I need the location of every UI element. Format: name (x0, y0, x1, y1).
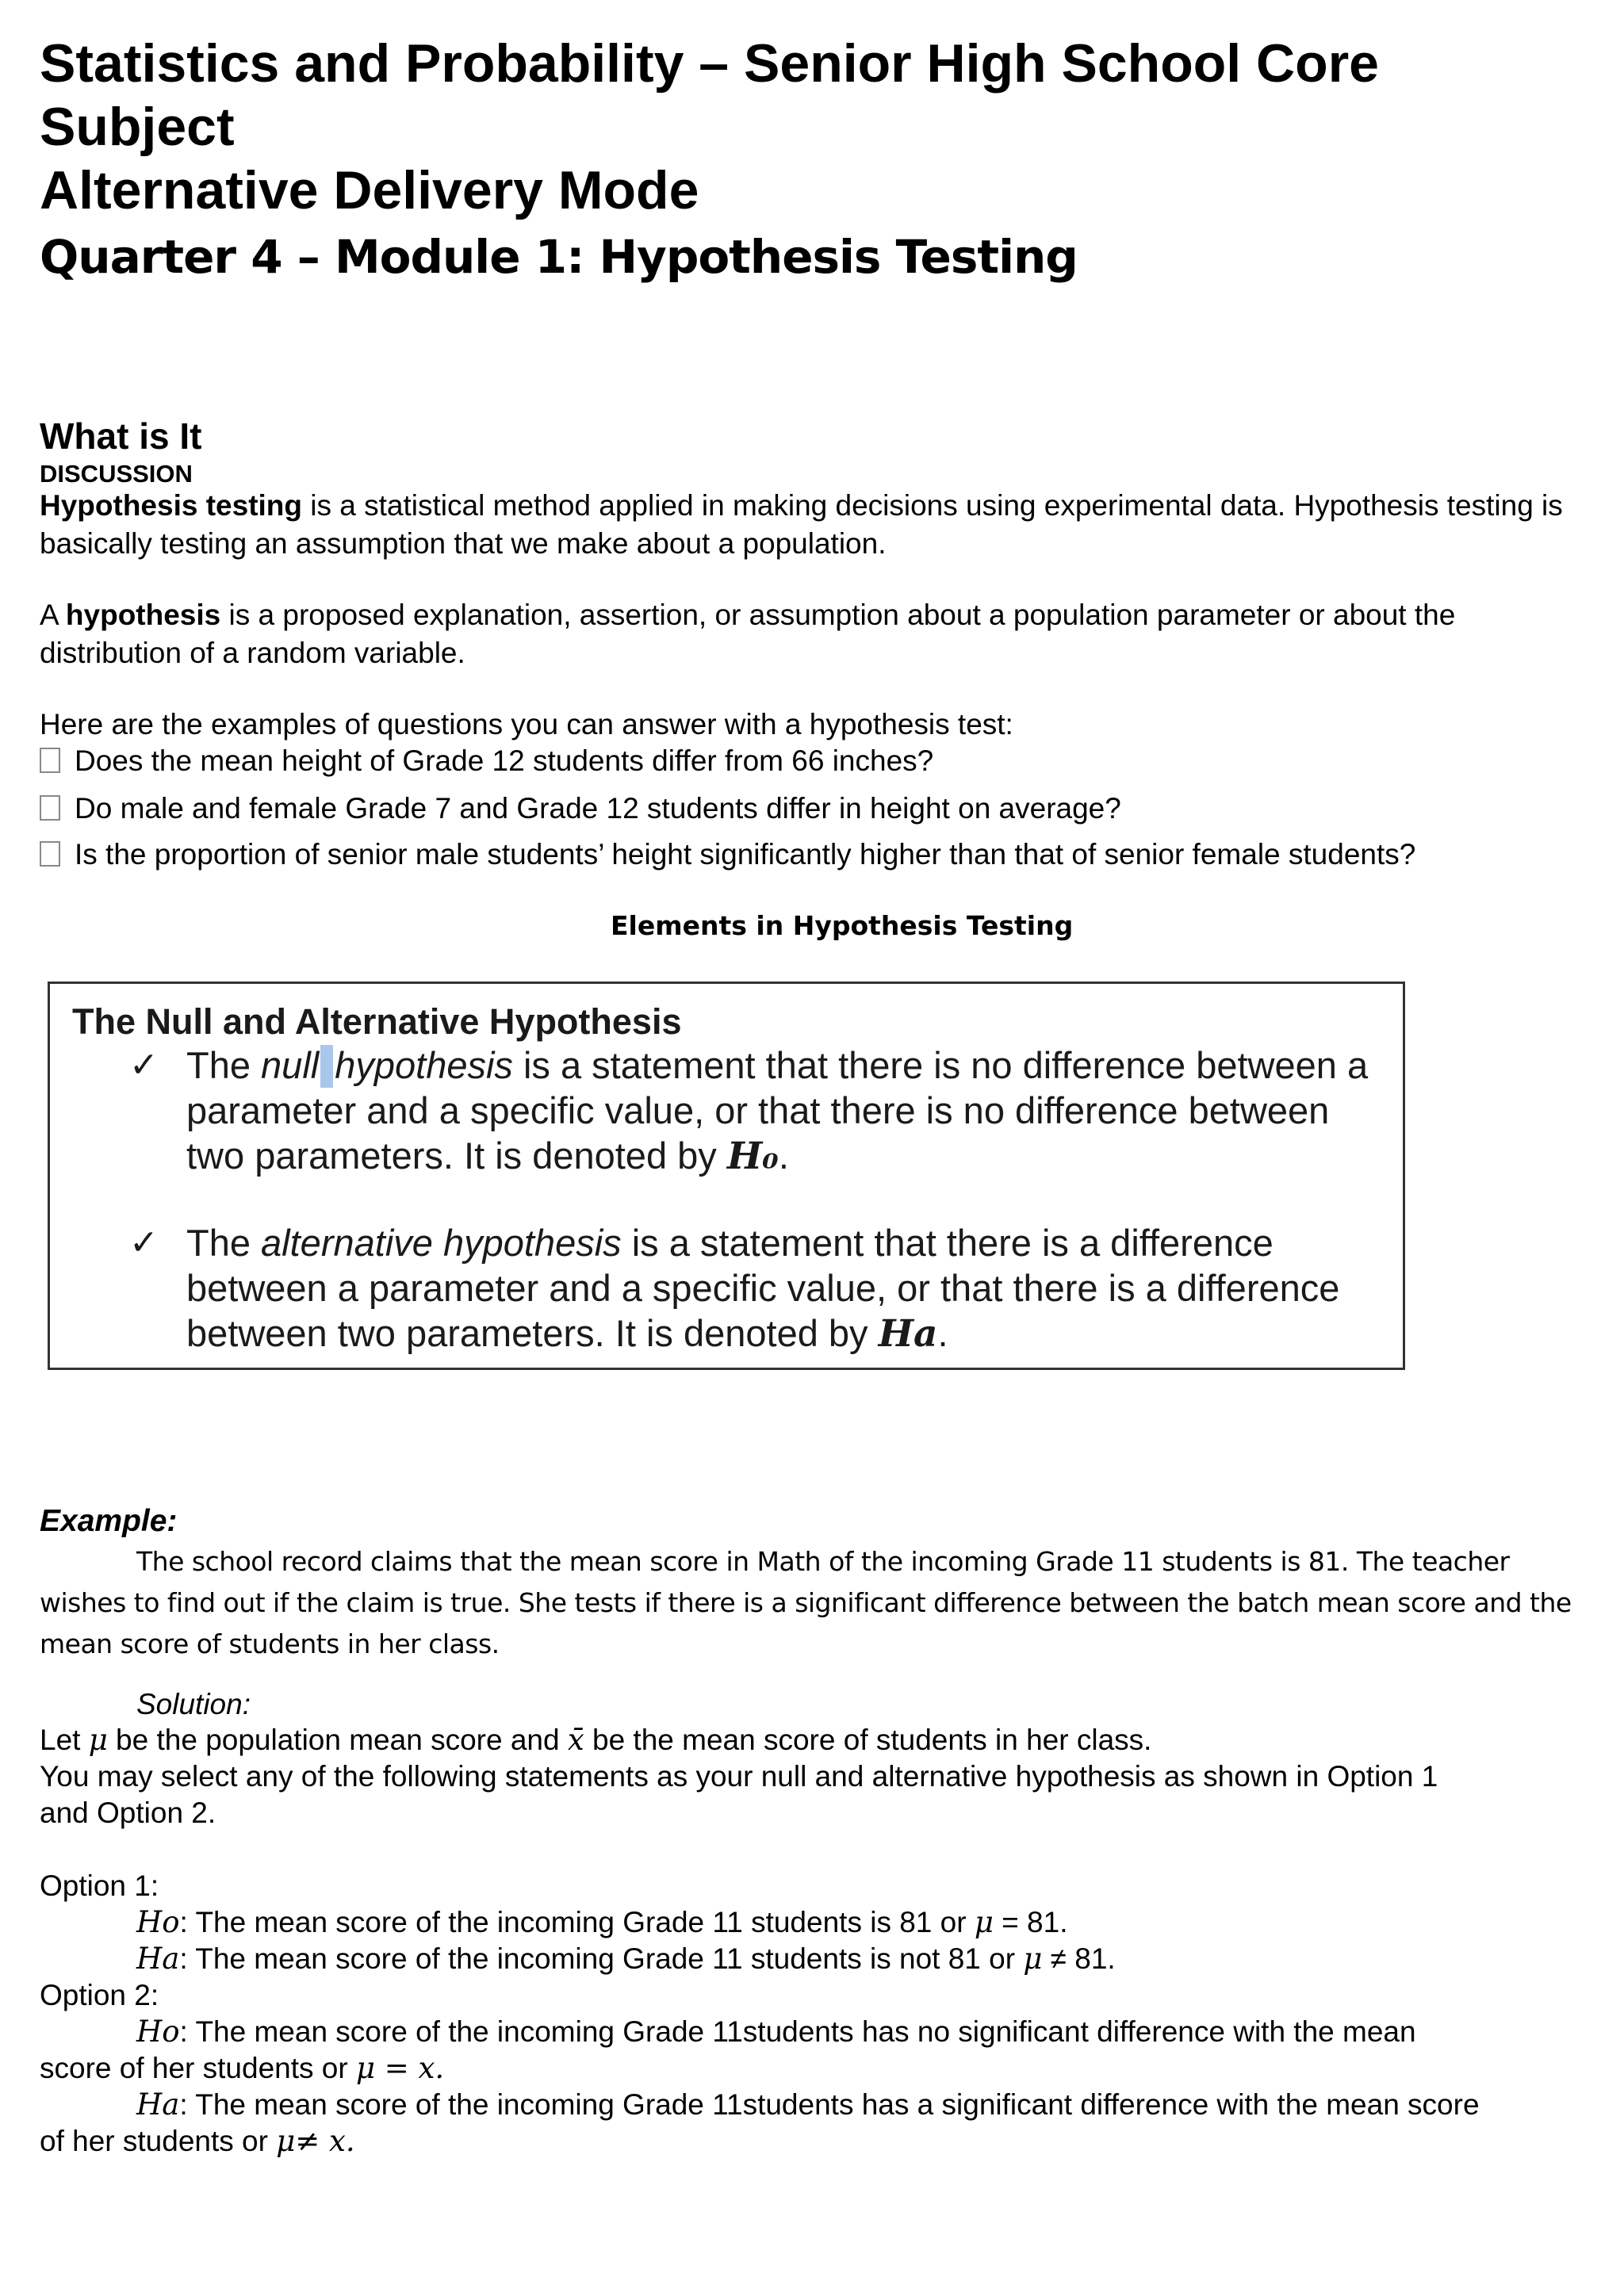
text-span: of her students or (40, 2125, 277, 2157)
paragraph-text: is a statistical method applied in making decisions using experimental data. Hypothesis testing is basically testing an assumption that we make about a population. (40, 489, 1563, 560)
bold-term: hypothesis (65, 599, 221, 631)
option2-null-continued (40, 2050, 444, 2087)
checkmark-icon: ✓ (129, 1046, 159, 1085)
option2-null (136, 2014, 1416, 2050)
ho-symbol: Ho (136, 1905, 180, 1939)
text-cursor-highlight (320, 1045, 333, 1088)
delivery-mode-title: Alternative Delivery Mode (40, 160, 699, 220)
ho-symbol: Ho (136, 2015, 180, 2049)
discussion-label: DISCUSSION (40, 460, 193, 488)
bullet-box-icon (40, 795, 60, 821)
option2-label: Option 2: (40, 1979, 159, 2011)
list-item-text: Does the mean height of Grade 12 students differ from 66 inches? (75, 744, 934, 777)
module-title: Quarter 4 – Module 1: Hypothesis Testing (40, 230, 1078, 284)
text-span: . (937, 1312, 948, 1354)
hypothesis-definition-paragraph (40, 596, 1586, 672)
list-item (40, 836, 1415, 874)
solution-label: Solution: (136, 1688, 251, 1720)
paragraph-text: is a proposed explanation, assertion, or assumption about a population parameter or about the distribution of a random variable. (40, 599, 1456, 669)
text-span: is a statement that there is a difference between a parameter and a specific value, or that there is a difference between two parameters. It is denoted by (186, 1222, 1340, 1354)
text-span: : The mean score of the incoming Grade 11students has a significant difference with the mean score (179, 2088, 1480, 2121)
alternative-symbol: Ha (878, 1312, 938, 1356)
list-item (40, 790, 1121, 828)
list-item-text: Do male and female Grade 7 and Grade 12 students differ in height on average? (75, 792, 1121, 825)
option2-alternative (136, 2087, 1480, 2123)
bullet-box-icon (40, 841, 60, 867)
text-span: : The mean score of the incoming Grade 11students has no significant difference with the mean (179, 2015, 1416, 2048)
bold-term: Hypothesis testing (40, 489, 302, 522)
text-span: . (778, 1135, 789, 1177)
checkmark-icon: ✓ (129, 1223, 159, 1262)
text-span: ≠ 81. (1042, 1942, 1116, 1975)
equation: μ≠ x. (276, 2124, 355, 2158)
option1-label: Option 1: (40, 1869, 159, 1902)
ha-symbol: Ha (136, 2087, 180, 2122)
text-span: is a statement that there is no difference between a parameter and a specific value, or that there is no difference between two parameters. It is denoted by (186, 1044, 1369, 1177)
bullet-box-icon (40, 748, 60, 773)
null-alternative-box (48, 982, 1405, 1370)
italic-term: alternative hypothesis (261, 1222, 622, 1264)
null-hypothesis-text (186, 1043, 1392, 1179)
figure-caption: Elements in Hypothesis Testing (611, 910, 1074, 941)
xbar-symbol: x̄ (567, 1723, 584, 1757)
option2-alternative-continued (40, 2123, 355, 2160)
hypothesis-testing-paragraph (40, 487, 1586, 563)
italic-term: null (261, 1044, 320, 1086)
text-span: be the population mean score and (107, 1724, 568, 1756)
alternative-hypothesis-text (186, 1220, 1392, 1357)
text-span: The (186, 1044, 262, 1086)
italic-term: hypothesis (335, 1044, 513, 1086)
examples-intro: Here are the examples of questions you can answer with a hypothesis test: (40, 708, 1013, 740)
option1-alternative (136, 1941, 1116, 1977)
ha-symbol: Ha (136, 1942, 180, 1976)
null-symbol: H₀ (726, 1135, 779, 1178)
mu-symbol: μ (974, 1905, 994, 1939)
example-label: Example: (40, 1504, 178, 1538)
list-item-text: Is the proportion of senior male students’ height significantly higher than that of senior female students? (75, 838, 1416, 871)
text-span: The (186, 1222, 262, 1264)
paragraph-text: A (40, 599, 66, 631)
option1-null (136, 1904, 1068, 1941)
section-heading: What is It (40, 415, 202, 457)
text-span: : The mean score of the incoming Grade 11 students is 81 or (179, 1906, 975, 1938)
example-text: The school record claims that the mean score in Math of the incoming Grade 11 students is 81. The teacher wishes to find out if the claim is true. She tests if there is a significant difference between the batch mean score and the mean score of students in her class. (40, 1546, 1572, 1659)
text-span: be the mean score of students in her class. (584, 1724, 1152, 1756)
text-span: score of her students or (40, 2052, 356, 2084)
document-title: Statistics and Probability – Senior High School Core Subject (40, 33, 1379, 157)
text-span: : The mean score of the incoming Grade 11 students is not 81 or (179, 1942, 1024, 1975)
mu-symbol: μ (88, 1723, 108, 1757)
box-title: The Null and Alternative Hypothesis (72, 1001, 682, 1042)
select-statement-line2: and Option 2. (40, 1797, 216, 1829)
list-item (40, 742, 933, 780)
mu-symbol: μ (1023, 1942, 1043, 1976)
equation: μ = x. (355, 2051, 445, 2085)
text-span: = 81. (993, 1906, 1068, 1938)
let-statement (40, 1722, 1151, 1758)
select-statement-line1: You may select any of the following statements as your null and alternative hypothesis as shown in Option 1 (40, 1760, 1438, 1793)
text-span: Let (40, 1724, 89, 1756)
